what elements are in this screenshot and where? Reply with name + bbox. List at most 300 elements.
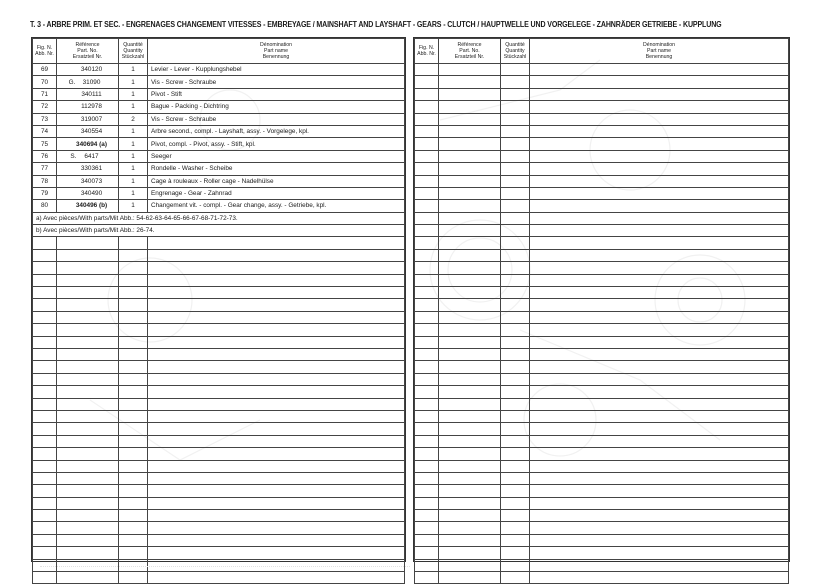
empty-row: [415, 336, 789, 348]
empty-cell: [415, 262, 439, 274]
empty-cell: [119, 299, 148, 311]
empty-cell: [501, 348, 530, 360]
reference-prefix: G.: [68, 78, 76, 86]
empty-row: [415, 485, 789, 497]
empty-cell: [530, 187, 789, 199]
empty-cell: [119, 460, 148, 472]
empty-cell: [33, 324, 57, 336]
empty-cell: [57, 386, 119, 398]
empty-cell: [33, 497, 57, 509]
empty-cell: [57, 510, 119, 522]
column-header-reference: Référence Part. No. Ersatzteil Nr.: [439, 39, 501, 64]
empty-cell: [148, 398, 405, 410]
empty-row: [33, 572, 405, 584]
empty-row: [33, 460, 405, 472]
empty-cell: [119, 361, 148, 373]
empty-row: [33, 398, 405, 410]
part-name: Levier - Lever - Kupplungshebel: [148, 64, 405, 76]
empty-cell: [501, 448, 530, 460]
empty-cell: [148, 262, 405, 274]
empty-cell: [439, 64, 501, 76]
empty-cell: [119, 262, 148, 274]
note-row: [33, 212, 405, 224]
empty-cell: [439, 398, 501, 410]
empty-cell: [57, 361, 119, 373]
empty-row: [33, 547, 405, 559]
empty-cell: [415, 64, 439, 76]
empty-cell: [57, 299, 119, 311]
part-name: Arbre second., compl. - Layshaft, assy. - Vorgelege, kpl.: [148, 125, 405, 137]
empty-cell: [501, 212, 530, 224]
empty-cell: [57, 410, 119, 422]
empty-cell: [501, 485, 530, 497]
empty-row: [415, 299, 789, 311]
empty-cell: [119, 423, 148, 435]
empty-cell: [33, 361, 57, 373]
empty-cell: [501, 274, 530, 286]
empty-cell: [148, 460, 405, 472]
empty-cell: [33, 348, 57, 360]
empty-cell: [57, 460, 119, 472]
empty-cell: [57, 448, 119, 460]
empty-cell: [439, 101, 501, 113]
empty-cell: [501, 138, 530, 150]
empty-cell: [439, 138, 501, 150]
empty-cell: [415, 559, 439, 571]
empty-row: [33, 237, 405, 249]
empty-cell: [148, 274, 405, 286]
empty-cell: [415, 175, 439, 187]
parts-table-right: [413, 37, 790, 562]
empty-cell: [415, 76, 439, 88]
empty-cell: [439, 262, 501, 274]
empty-cell: [148, 249, 405, 261]
table-row: [33, 101, 405, 113]
empty-cell: [530, 559, 789, 571]
empty-cell: [57, 373, 119, 385]
empty-cell: [530, 534, 789, 546]
part-reference: [57, 200, 119, 212]
empty-cell: [415, 460, 439, 472]
empty-cell: [530, 88, 789, 100]
empty-cell: [530, 324, 789, 336]
empty-cell: [119, 398, 148, 410]
footnote: a) Avec pièces/With parts/Mit Abb.: 54-62-63-64-65-66-67-68-71-72-73.: [33, 212, 405, 224]
empty-cell: [415, 472, 439, 484]
empty-cell: [415, 125, 439, 137]
empty-cell: [119, 510, 148, 522]
part-name: Vis - Screw - Schraube: [148, 113, 405, 125]
empty-cell: [439, 522, 501, 534]
empty-cell: [33, 510, 57, 522]
empty-cell: [33, 522, 57, 534]
empty-cell: [33, 373, 57, 385]
empty-cell: [501, 423, 530, 435]
empty-row: [33, 435, 405, 447]
quantity: 1: [119, 163, 148, 175]
empty-cell: [415, 225, 439, 237]
empty-row: [415, 348, 789, 360]
empty-cell: [415, 373, 439, 385]
empty-cell: [33, 485, 57, 497]
empty-cell: [530, 547, 789, 559]
quantity: 1: [119, 125, 148, 137]
empty-cell: [439, 324, 501, 336]
empty-cell: [57, 423, 119, 435]
table-row: [33, 175, 405, 187]
column-header-fig: Fig. N. Abb. Nr.: [33, 39, 57, 64]
empty-cell: [530, 200, 789, 212]
empty-row: [33, 336, 405, 348]
empty-cell: [415, 299, 439, 311]
table-row: [33, 113, 405, 125]
empty-cell: [439, 225, 501, 237]
empty-cell: [33, 410, 57, 422]
empty-cell: [119, 497, 148, 509]
empty-cell: [119, 435, 148, 447]
part-name: Vis - Screw - Schraube: [148, 76, 405, 88]
empty-cell: [119, 336, 148, 348]
empty-cell: [415, 547, 439, 559]
empty-cell: [119, 522, 148, 534]
part-reference: [57, 76, 119, 88]
quantity: 1: [119, 64, 148, 76]
empty-cell: [501, 113, 530, 125]
empty-cell: [530, 76, 789, 88]
part-name: Cage à rouleaux - Roller cage - Nadelhülse: [148, 175, 405, 187]
empty-cell: [415, 336, 439, 348]
reference-number: 330361: [80, 165, 103, 173]
quantity: 1: [119, 187, 148, 199]
empty-row: [415, 212, 789, 224]
empty-row: [33, 497, 405, 509]
empty-cell: [57, 249, 119, 261]
empty-row: [415, 373, 789, 385]
quantity: 1: [119, 138, 148, 150]
empty-row: [415, 510, 789, 522]
empty-row: [415, 237, 789, 249]
empty-cell: [415, 212, 439, 224]
empty-cell: [530, 287, 789, 299]
empty-cell: [530, 299, 789, 311]
reference-number: 340073: [80, 177, 103, 185]
empty-cell: [439, 410, 501, 422]
fig-number: 69: [33, 64, 57, 76]
empty-cell: [33, 299, 57, 311]
empty-cell: [439, 311, 501, 323]
empty-row: [33, 274, 405, 286]
empty-cell: [119, 410, 148, 422]
empty-cell: [148, 336, 405, 348]
empty-cell: [415, 113, 439, 125]
fig-number: 75: [33, 138, 57, 150]
empty-cell: [57, 497, 119, 509]
empty-cell: [439, 472, 501, 484]
empty-cell: [33, 249, 57, 261]
reference-number: 340111: [81, 90, 102, 98]
empty-cell: [501, 361, 530, 373]
part-reference: [57, 64, 119, 76]
table-row: [33, 138, 405, 150]
empty-row: [415, 163, 789, 175]
empty-cell: [148, 572, 405, 584]
empty-cell: [439, 460, 501, 472]
empty-row: [415, 435, 789, 447]
fig-number: 79: [33, 187, 57, 199]
empty-cell: [530, 225, 789, 237]
note-row: [33, 225, 405, 237]
empty-cell: [415, 485, 439, 497]
empty-cell: [530, 125, 789, 137]
empty-row: [415, 324, 789, 336]
empty-cell: [415, 386, 439, 398]
empty-row: [415, 138, 789, 150]
empty-cell: [415, 237, 439, 249]
empty-row: [415, 311, 789, 323]
empty-cell: [501, 398, 530, 410]
empty-cell: [148, 237, 405, 249]
empty-row: [415, 175, 789, 187]
empty-cell: [148, 410, 405, 422]
empty-row: [33, 324, 405, 336]
table-row: [33, 125, 405, 137]
empty-row: [33, 448, 405, 460]
empty-cell: [439, 200, 501, 212]
empty-cell: [439, 485, 501, 497]
empty-cell: [33, 472, 57, 484]
empty-cell: [415, 187, 439, 199]
empty-cell: [33, 237, 57, 249]
empty-row: [33, 373, 405, 385]
empty-cell: [33, 336, 57, 348]
quantity: 1: [119, 175, 148, 187]
reference-number: 340120: [80, 66, 103, 74]
empty-cell: [439, 373, 501, 385]
column-header-reference: Référence Part. No. Ersatzteil Nr.: [57, 39, 119, 64]
empty-cell: [530, 175, 789, 187]
empty-cell: [57, 534, 119, 546]
empty-cell: [415, 101, 439, 113]
empty-cell: [148, 497, 405, 509]
fig-number: 71: [33, 88, 57, 100]
column-header-denomination: Dénomination Part name Benennung: [530, 39, 789, 64]
fig-number: 76: [33, 150, 57, 162]
part-name: Rondelle - Washer - Scheibe: [148, 163, 405, 175]
empty-cell: [33, 534, 57, 546]
empty-cell: [119, 485, 148, 497]
empty-cell: [439, 88, 501, 100]
empty-cell: [148, 348, 405, 360]
empty-cell: [501, 547, 530, 559]
empty-cell: [57, 472, 119, 484]
empty-cell: [415, 88, 439, 100]
empty-cell: [501, 324, 530, 336]
empty-cell: [530, 522, 789, 534]
fig-number: 77: [33, 163, 57, 175]
table-row: [33, 64, 405, 76]
empty-cell: [439, 572, 501, 584]
part-name: Pivot, compl. - Pivot, assy. - Stift, kpl.: [148, 138, 405, 150]
empty-cell: [501, 472, 530, 484]
part-name: Changement vit. - compl. - Gear change, assy. - Getriebe, kpl.: [148, 200, 405, 212]
empty-cell: [439, 274, 501, 286]
empty-cell: [57, 311, 119, 323]
empty-cell: [439, 534, 501, 546]
empty-cell: [415, 163, 439, 175]
empty-cell: [148, 534, 405, 546]
empty-cell: [530, 497, 789, 509]
empty-cell: [33, 386, 57, 398]
table-row: [33, 163, 405, 175]
quantity: 1: [119, 150, 148, 162]
part-name: Engrenage - Gear - Zahnrad: [148, 187, 405, 199]
quantity: 1: [119, 88, 148, 100]
empty-row: [33, 510, 405, 522]
empty-cell: [439, 237, 501, 249]
part-reference: [57, 187, 119, 199]
empty-cell: [530, 336, 789, 348]
empty-cell: [501, 64, 530, 76]
empty-row: [33, 348, 405, 360]
empty-cell: [439, 125, 501, 137]
empty-cell: [148, 510, 405, 522]
empty-cell: [119, 373, 148, 385]
fig-number: 78: [33, 175, 57, 187]
empty-cell: [33, 460, 57, 472]
fig-number: 72: [33, 101, 57, 113]
reference-number: 340490: [80, 190, 103, 198]
empty-row: [415, 200, 789, 212]
reference-number: 6417: [84, 152, 99, 160]
reference-number: 112978: [81, 103, 102, 111]
empty-cell: [530, 460, 789, 472]
table-row: [33, 88, 405, 100]
empty-row: [415, 472, 789, 484]
empty-cell: [148, 485, 405, 497]
empty-row: [415, 101, 789, 113]
empty-cell: [530, 485, 789, 497]
empty-row: [415, 187, 789, 199]
empty-row: [415, 150, 789, 162]
empty-cell: [33, 311, 57, 323]
empty-cell: [57, 237, 119, 249]
empty-cell: [148, 448, 405, 460]
part-reference: [57, 113, 119, 125]
empty-row: [33, 249, 405, 261]
empty-cell: [439, 510, 501, 522]
empty-cell: [501, 101, 530, 113]
empty-cell: [57, 336, 119, 348]
empty-cell: [415, 423, 439, 435]
empty-cell: [57, 547, 119, 559]
table-row: [33, 150, 405, 162]
empty-cell: [119, 448, 148, 460]
empty-row: [415, 113, 789, 125]
empty-cell: [439, 559, 501, 571]
empty-cell: [57, 348, 119, 360]
table-row: [33, 200, 405, 212]
empty-cell: [439, 163, 501, 175]
empty-cell: [439, 497, 501, 509]
column-header-fig: Fig. N. Abb. Nr.: [415, 39, 439, 64]
empty-cell: [57, 274, 119, 286]
empty-cell: [148, 472, 405, 484]
empty-row: [415, 225, 789, 237]
empty-row: [33, 311, 405, 323]
empty-cell: [148, 522, 405, 534]
empty-cell: [439, 249, 501, 261]
empty-cell: [415, 249, 439, 261]
empty-cell: [501, 76, 530, 88]
quantity: 1: [119, 76, 148, 88]
empty-cell: [439, 348, 501, 360]
empty-cell: [439, 435, 501, 447]
table-header-row: [415, 39, 789, 64]
empty-row: [33, 299, 405, 311]
empty-cell: [501, 237, 530, 249]
empty-cell: [530, 237, 789, 249]
empty-cell: [439, 212, 501, 224]
table-row: [33, 76, 405, 88]
empty-row: [415, 497, 789, 509]
empty-row: [415, 249, 789, 261]
empty-cell: [415, 572, 439, 584]
empty-row: [33, 386, 405, 398]
part-reference: [57, 175, 119, 187]
empty-cell: [415, 200, 439, 212]
empty-cell: [415, 311, 439, 323]
empty-cell: [439, 547, 501, 559]
empty-cell: [57, 485, 119, 497]
empty-cell: [415, 361, 439, 373]
reference-number: 340694 (a): [76, 140, 107, 148]
empty-cell: [415, 150, 439, 162]
empty-cell: [501, 510, 530, 522]
empty-cell: [415, 448, 439, 460]
empty-cell: [530, 361, 789, 373]
empty-cell: [119, 472, 148, 484]
empty-cell: [148, 435, 405, 447]
empty-cell: [530, 163, 789, 175]
empty-row: [33, 472, 405, 484]
empty-cell: [33, 423, 57, 435]
fig-number: 73: [33, 113, 57, 125]
empty-cell: [57, 398, 119, 410]
empty-row: [415, 398, 789, 410]
empty-cell: [57, 572, 119, 584]
empty-cell: [148, 386, 405, 398]
empty-row: [415, 386, 789, 398]
empty-row: [415, 572, 789, 584]
empty-cell: [501, 460, 530, 472]
empty-cell: [439, 423, 501, 435]
empty-cell: [530, 249, 789, 261]
table-header-row: [33, 39, 405, 64]
part-reference: [57, 101, 119, 113]
reference-number: 31090: [82, 78, 101, 86]
part-reference: [57, 125, 119, 137]
empty-cell: [148, 299, 405, 311]
empty-cell: [33, 572, 57, 584]
empty-cell: [415, 410, 439, 422]
empty-cell: [530, 435, 789, 447]
fig-number: 80: [33, 200, 57, 212]
faint-footer-line: [40, 566, 410, 573]
empty-cell: [148, 423, 405, 435]
parts-table-left: [31, 37, 406, 562]
quantity: 1: [119, 200, 148, 212]
empty-row: [33, 423, 405, 435]
